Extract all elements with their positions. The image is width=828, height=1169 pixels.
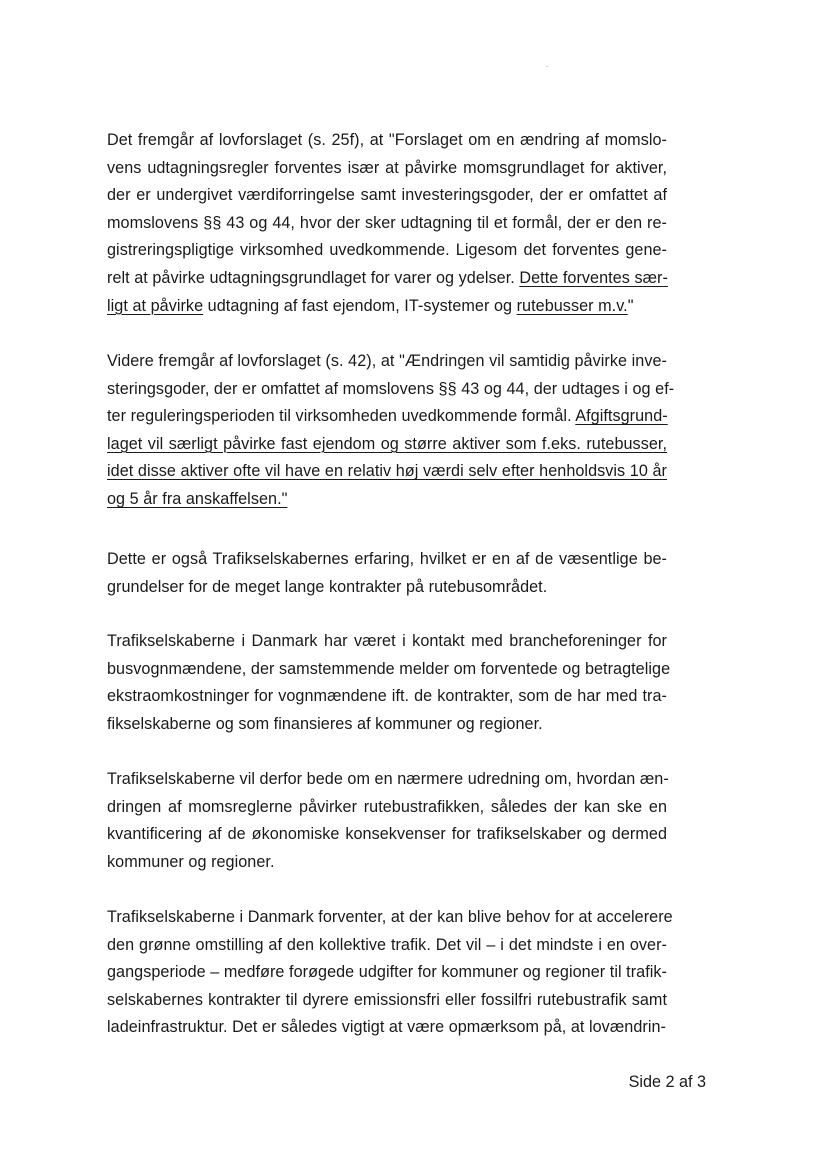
text-line (107, 959, 667, 987)
text-line (107, 458, 667, 486)
paragraph-lovforslaget-s25 (107, 127, 667, 320)
text-segment: Videre fremgår af lovforslaget (s. 42), at "Ændringen vil samtidig påvirke inve- (107, 352, 667, 370)
page-number: Side 2 af 3 (628, 1073, 706, 1091)
text-line (107, 348, 667, 376)
text-segment: selskabernes kontrakter til dyrere emissionsfri eller fossilfri rutebustrafik samt (107, 990, 667, 1009)
underlined-text: idet disse aktiver ofte vil have en relativ høj værdi selv efter henholdsvis 10 år (107, 462, 667, 481)
text-line (107, 766, 667, 794)
paragraph-lovforslaget-s42 (107, 348, 675, 514)
text-line (107, 574, 667, 602)
underlined-text: og 5 år fra anskaffelsen." (107, 489, 288, 508)
text-segment: den grønne omstilling af den kollektive trafik. Det vil – i det mindste i en over- (107, 935, 667, 954)
text-line (107, 486, 667, 514)
text-line (107, 1014, 667, 1042)
text-line (107, 628, 667, 656)
text-line (107, 904, 673, 932)
text-line (107, 182, 667, 210)
text-segment: grundelser for de meget lange kontrakter på rutebusområdet. (107, 577, 548, 596)
text-segment: fikselskaberne og som finansieres af kommuner og regioner. (107, 714, 543, 733)
underlined-text: ligt at påvirke (107, 296, 204, 315)
text-segment: Det fremgår af lovforslaget (s. 25f), at "Forslaget om en ændring af momslo- (107, 131, 667, 149)
underlined-text: Dette forventes sær- (519, 268, 668, 287)
paragraph-brancheforeninger (107, 628, 671, 738)
text-line (107, 265, 667, 293)
text-line (107, 987, 667, 1015)
text-segment: gangsperiode – medføre forøgede udgifter for kommuner og regioner til trafik- (107, 963, 667, 982)
text-line (107, 932, 667, 960)
text-segment: dringen af momsreglerne påvirker rutebustrafikken, således der kan ske en (107, 797, 667, 816)
text-segment: ekstraomkostninger for vognmændene ift. de kontrakter, som de har med tra- (107, 687, 667, 706)
scan-speck (546, 66, 548, 67)
text-segment: Dette er også Trafikselskabernes erfaring, hvilket er en af de væsentlige be- (107, 550, 667, 568)
text-line (107, 155, 667, 183)
text-segment: Trafikselskaberne i Danmark har været i kontakt med brancheforeninger for (107, 632, 667, 650)
text-segment: " (627, 296, 634, 315)
text-line (107, 403, 667, 431)
text-segment: steringsgoder, der er omfattet af momslovens §§ 43 og 44, der udtages i og ef- (107, 379, 675, 398)
paragraph-erfaring (107, 546, 667, 601)
text-segment: gistreringspligtige virksomhed uvedkommende. Ligesom det forventes gene- (107, 241, 667, 260)
underlined-text: Afgiftsgrund- (575, 407, 668, 426)
text-line (107, 293, 667, 321)
text-line (107, 546, 667, 574)
text-segment: busvognmændene, der samstemmende melder om forventede og betragtelige (107, 659, 671, 678)
text-segment: Trafikselskaberne vil derfor bede om en nærmere udredning om, hvordan æn- (107, 770, 669, 788)
text-line (107, 237, 667, 265)
text-line (107, 711, 667, 739)
text-segment: momslovens §§ 43 og 44, hvor der sker udtagning til et formål, der er den re- (107, 213, 667, 232)
text-segment: relt at påvirke udtagningsgrundlaget for varer og ydelser. (107, 268, 520, 287)
text-segment: Trafikselskaberne i Danmark forventer, at der kan blive behov for at accelerere (107, 908, 673, 926)
text-line (107, 849, 667, 877)
text-line (107, 683, 667, 711)
text-segment: vens udtagningsregler forventes især at påvirke momsgrundlaget for aktiver, (107, 158, 667, 177)
text-segment: der er undergivet værdiforringelse samt investeringsgoder, der er omfattet af (107, 186, 667, 205)
text-line (107, 127, 667, 155)
text-line (107, 376, 675, 404)
text-segment: udtagning af fast ejendom, IT-systemer og (203, 296, 517, 315)
paragraph-udredning (107, 766, 667, 876)
text-segment: kommuner og regioner. (107, 852, 275, 871)
text-segment: ter reguleringsperioden til virksomheden uvedkommende formål. (107, 407, 576, 426)
text-line (107, 431, 667, 459)
text-line (107, 656, 671, 684)
text-segment: ladeinfrastruktur. Det er således vigtigt at være opmærksom på, at lovændrin- (107, 1018, 666, 1037)
text-line (107, 794, 667, 822)
text-line (107, 821, 667, 849)
text-segment: kvantificering af de økonomiske konsekvenser for trafikselskaber og dermed (107, 825, 667, 844)
underlined-text: laget vil særligt påvirke fast ejendom og større aktiver som f.eks. rutebusser, (107, 434, 667, 453)
paragraph-groen-omstilling (107, 904, 673, 1042)
text-line (107, 210, 667, 238)
underlined-text: rutebusser m.v. (516, 296, 628, 315)
